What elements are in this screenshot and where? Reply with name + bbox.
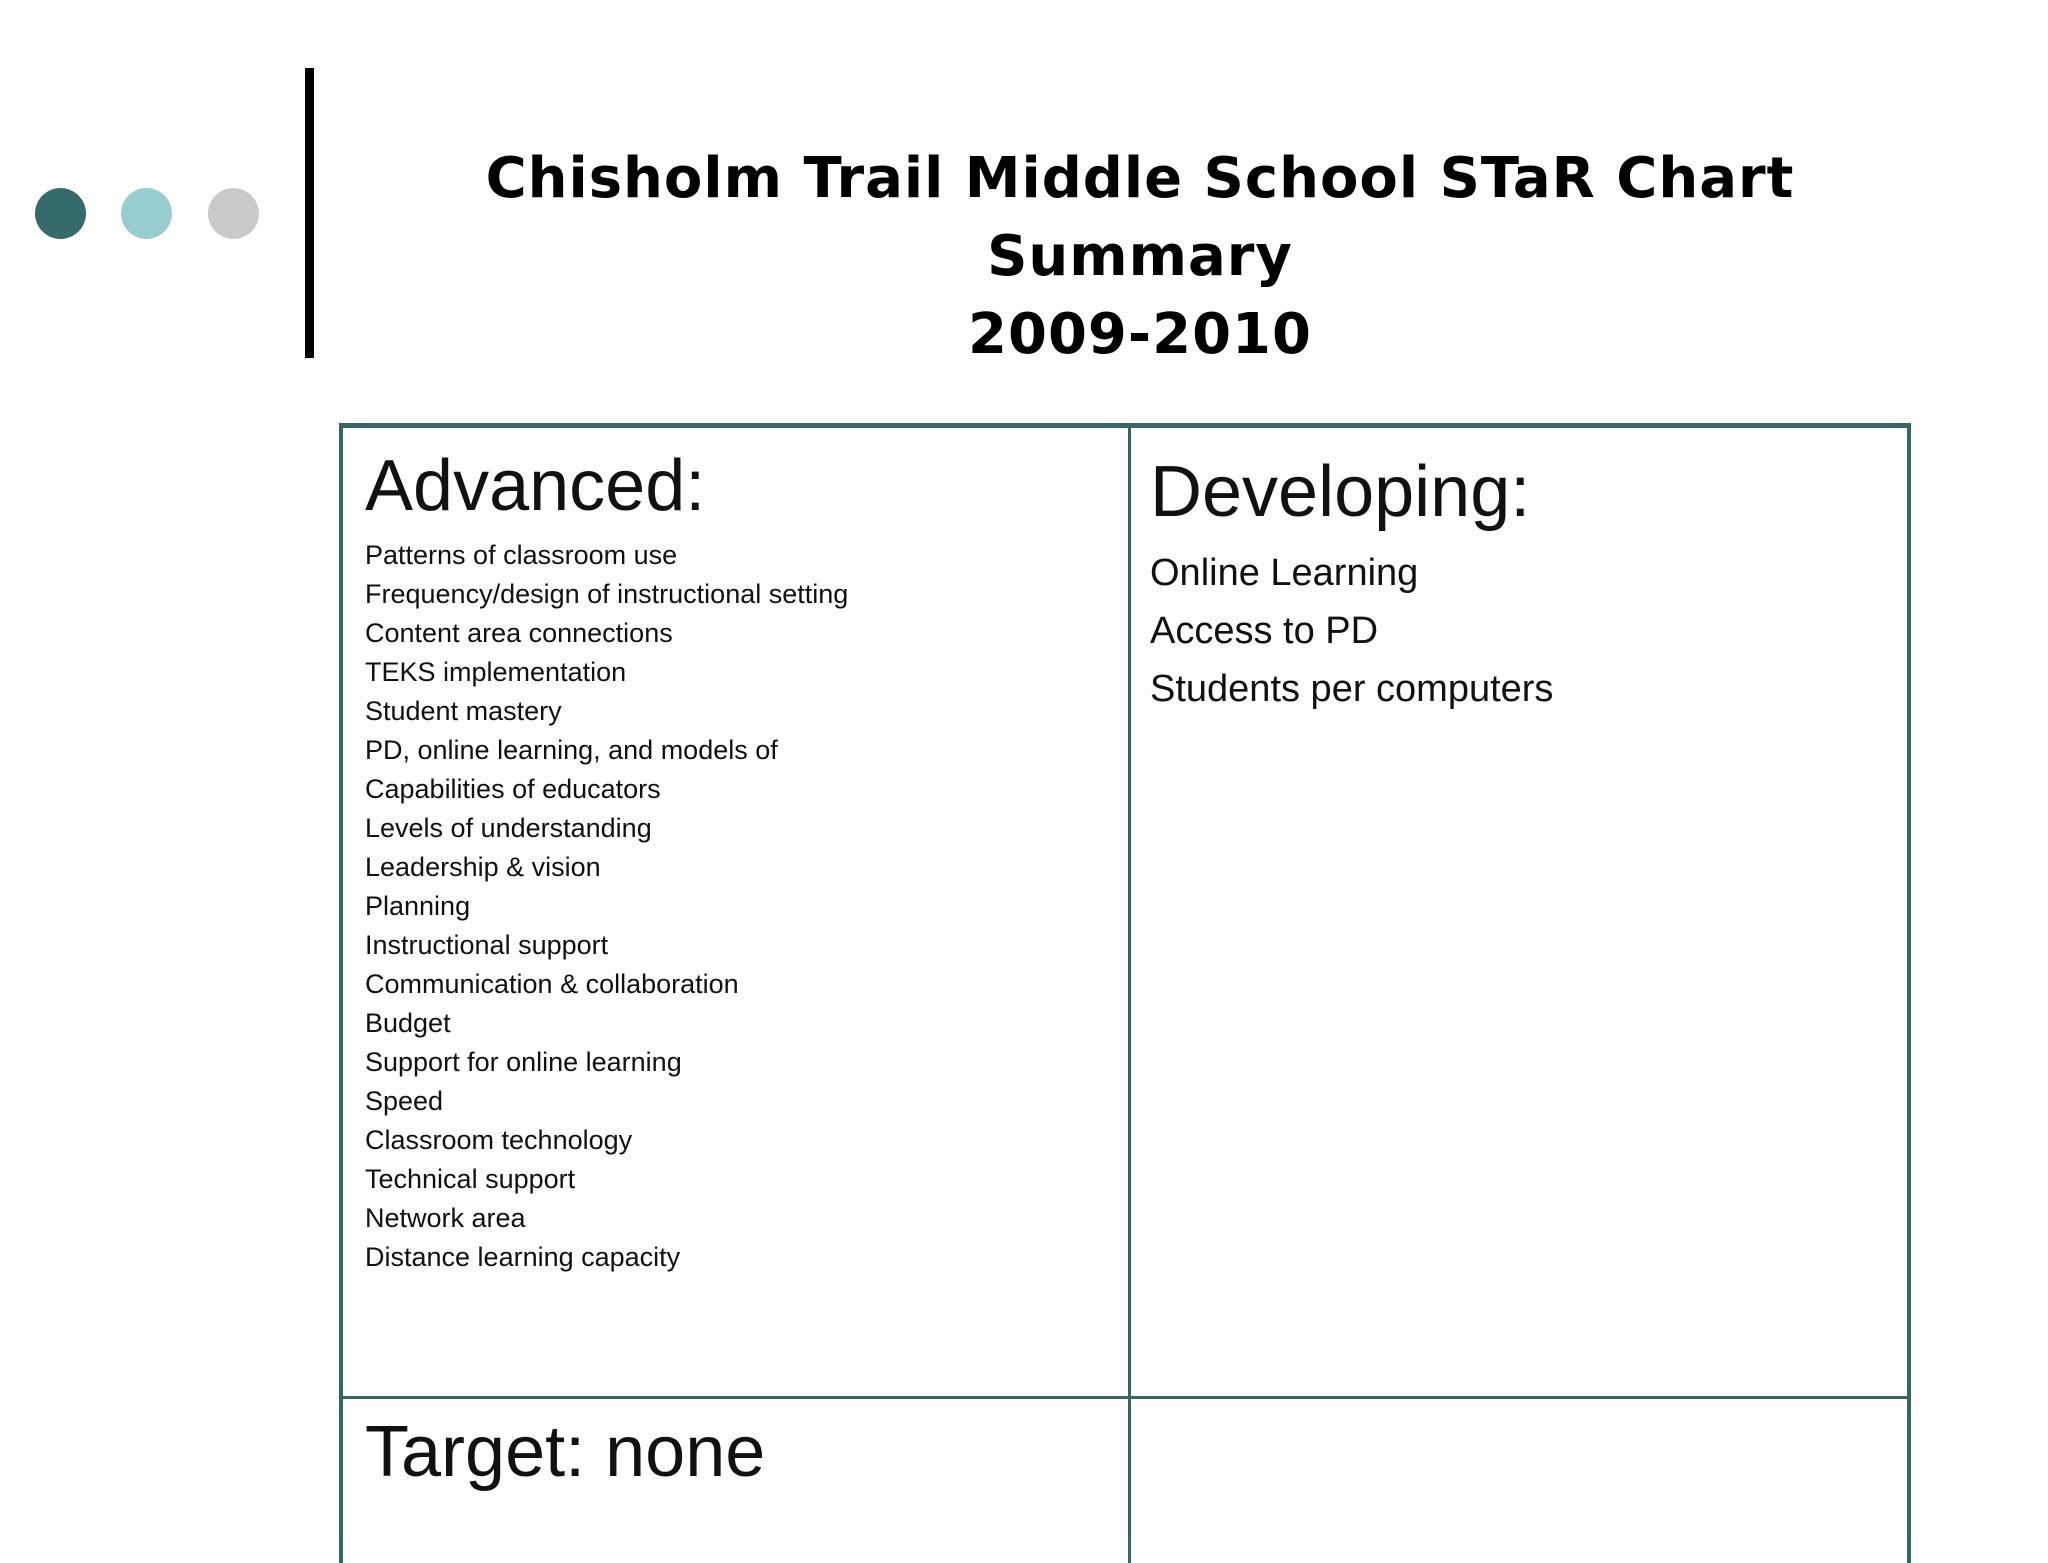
advanced-list-item: Levels of understanding	[365, 813, 652, 843]
slide-title	[340, 140, 1940, 374]
table-column-divider	[1128, 428, 1131, 1563]
advanced-list-item: Leadership & vision	[365, 852, 601, 882]
summary-table	[339, 423, 1911, 1563]
advanced-heading: Advanced:	[365, 446, 706, 526]
advanced-list-item: PD, online learning, and models of	[365, 735, 778, 765]
decorative-dot-dark	[35, 188, 86, 239]
developing-list-item: Online Learning	[1150, 552, 1419, 594]
developing-list-item: Students per computers	[1150, 668, 1554, 710]
advanced-list	[365, 536, 1105, 1277]
advanced-list-item: Planning	[365, 891, 471, 921]
slide-title-line-2: 2009-2010	[968, 302, 1312, 367]
advanced-list-item: Technical support	[365, 1164, 576, 1194]
advanced-list-item: Network area	[365, 1203, 526, 1233]
slide-title-line-1: Chisholm Trail Middle School STaR Chart Summary	[485, 146, 1795, 289]
decorative-dot-light	[121, 188, 172, 239]
advanced-list-item: Speed	[365, 1086, 444, 1116]
advanced-list-item: Distance learning capacity	[365, 1242, 681, 1272]
developing-list-item: Access to PD	[1150, 610, 1379, 652]
table-row-divider	[343, 1396, 1907, 1399]
advanced-list-item: Capabilities of educators	[365, 774, 661, 804]
target-heading: Target: none	[365, 1412, 766, 1492]
advanced-list-item: Frequency/design of instructional setting	[365, 579, 849, 609]
advanced-list-item: Budget	[365, 1008, 451, 1038]
title-accent-bar	[305, 68, 314, 358]
advanced-list-item: Content area connections	[365, 618, 673, 648]
advanced-list-item: Communication & collaboration	[365, 969, 739, 999]
advanced-list-item: TEKS implementation	[365, 657, 627, 687]
target-cell	[365, 1410, 1105, 1494]
advanced-list-item: Classroom technology	[365, 1125, 633, 1155]
decorative-dot-gray	[208, 188, 259, 239]
developing-list	[1150, 544, 1890, 718]
advanced-list-item: Support for online learning	[365, 1047, 682, 1077]
advanced-list-item: Patterns of classroom use	[365, 540, 678, 570]
advanced-list-item: Student mastery	[365, 696, 562, 726]
developing-heading: Developing:	[1150, 452, 1531, 532]
advanced-cell	[365, 444, 1105, 1277]
developing-cell	[1150, 450, 1890, 718]
advanced-list-item: Instructional support	[365, 930, 609, 960]
